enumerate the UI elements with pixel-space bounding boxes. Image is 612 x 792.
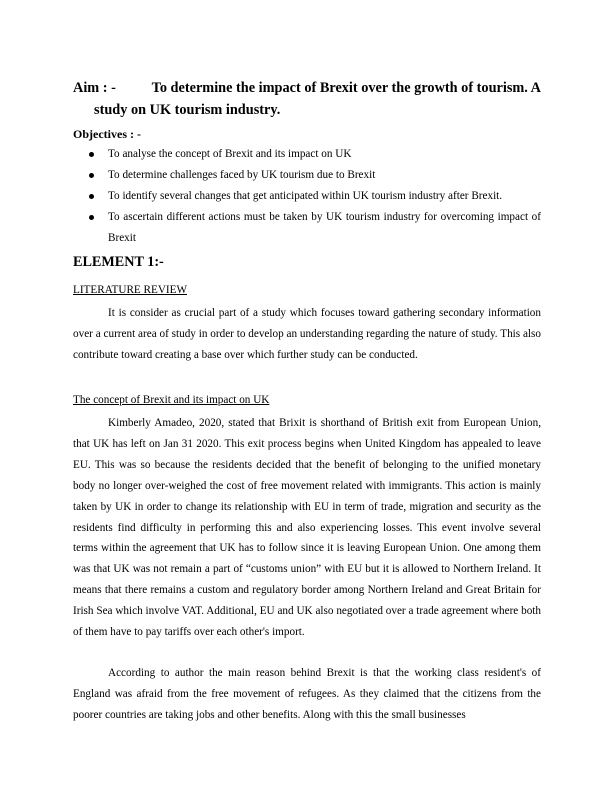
concept-paragraph-2: According to author the main reason behind Brexit is that the working class resident's of England was afraid from the free movement of refugees. As they claimed that the citizens from the poorer countries are taking jobs and other benefits. Along with this the small businesses (73, 667, 541, 721)
aim-heading (73, 77, 541, 121)
concept-paragraph-1: Kimberly Amadeo, 2020, stated that Brixit is shorthand of British exit from European Union, that UK has left on Jan 31 2020. This exit process begins when United Kingdom has appealed to leave EU. This was so because the residents decided that the benefit of belonging to the unified monetary body no longer over-weighed the cost of free movement related with immigrants. This action is mainly taken by UK in order to change its relationship with EU in term of trade, migration and security as the residents find difficulty in performing this and also experiencing losses. This event involve several terms within the agreement that UK has to follow since it is leaving European Union. One among them was that UK was not remain a part of “customs union” with EU but it is allowed to Northern Ireland. It means that there remains a custom and regulatory border among Northern Ireland and Great Britain for Irish Sea which involve VAT. Additional, EU and UK also negotiated over a trade agreement where both of them have to pay tariffs over each other's import. (73, 417, 541, 639)
list-item-text: To identify several changes that get anticipated within UK tourism industry after Brexit. (108, 190, 503, 202)
list-item (73, 186, 541, 207)
bullet-icon (89, 152, 94, 157)
list-item (73, 165, 541, 186)
bullet-icon (89, 194, 94, 199)
bullet-icon (89, 173, 94, 178)
bullet-icon (89, 215, 94, 220)
concept-heading: The concept of Brexit and its impact on UK (73, 394, 270, 406)
objectives-list (73, 144, 541, 249)
objectives-heading: Objectives : - (73, 127, 141, 141)
aim-title-line-2: study on UK tourism industry. (94, 102, 281, 118)
element-heading: ELEMENT 1:- (73, 254, 164, 270)
literature-review-heading: LITERATURE REVIEW (73, 284, 188, 296)
list-item-text: To determine challenges faced by UK tourism due to Brexit (108, 169, 376, 181)
list-item-text: To ascertain different actions must be taken by UK tourism industry for overcoming impact of Brexit (108, 211, 541, 244)
list-item (73, 207, 541, 249)
list-item (73, 144, 541, 165)
aim-line-1 (73, 77, 541, 99)
aim-label: Aim : - (73, 80, 116, 96)
aim-title-line-1: To determine the impact of Brexit over the growth of tourism. A (151, 80, 541, 96)
list-item-text: To analyse the concept of Brexit and its impact on UK (108, 148, 352, 160)
literature-review-paragraph: It is consider as crucial part of a study which focuses toward gathering secondary information over a current area of study in order to develop an understanding regarding the nature of study. This also contribute toward creating a base over which further study can be conducted. (73, 307, 541, 361)
